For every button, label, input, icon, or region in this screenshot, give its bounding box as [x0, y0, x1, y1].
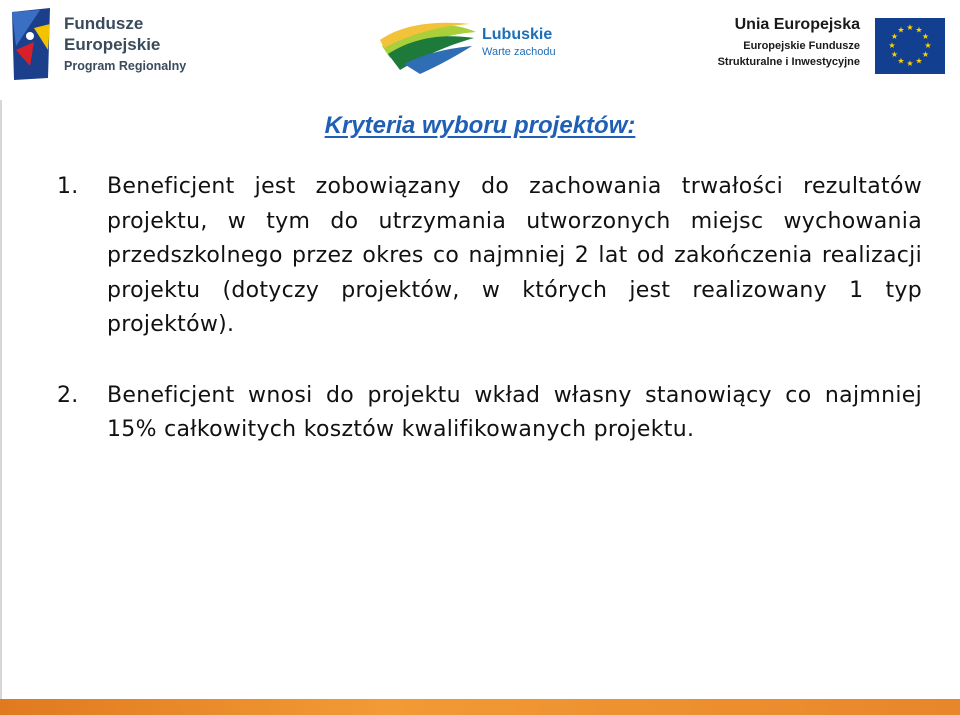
svg-text:★: ★	[915, 25, 923, 35]
bottom-accent-bar	[0, 699, 960, 715]
svg-text:★: ★	[924, 41, 932, 50]
criteria-item-1	[57, 170, 922, 343]
criteria-item-number: 1.	[57, 174, 79, 199]
svg-text:★: ★	[921, 32, 930, 41]
lubuskie-wave-icon	[380, 12, 480, 76]
logo-ue-line3: Strukturalne i Inwestycyjne	[717, 56, 860, 68]
fundusze-europejskie-logo	[10, 4, 210, 84]
logo-lubuskie-name: Lubuskie	[482, 26, 553, 43]
criteria-item-number: 2.	[57, 382, 79, 408]
svg-text:★: ★	[890, 32, 899, 41]
logo-fe-line2: Europejskie	[64, 35, 161, 54]
svg-text:★: ★	[915, 56, 923, 66]
svg-text:★: ★	[921, 50, 930, 59]
svg-text:★: ★	[890, 50, 899, 59]
logo-lubuskie-slogan: Warte zachodu	[482, 46, 556, 58]
slide-left-border	[0, 100, 2, 700]
svg-text:★: ★	[897, 25, 905, 35]
svg-text:★: ★	[906, 23, 914, 32]
criteria-item-text: Beneficjent wnosi do projektu wkład własny stanowiący co najmniej 15% całkowitych kosztów kwalifikowanych projektu.	[107, 382, 922, 442]
unia-europejska-logo	[717, 14, 945, 78]
logo-ue-line1: Unia Europejska	[734, 16, 860, 33]
svg-text:★: ★	[897, 56, 905, 66]
svg-text:★: ★	[888, 41, 896, 50]
logo-ue-line2: Europejskie Fundusze	[743, 40, 860, 52]
criteria-item-text: Beneficjent jest zobowiązany do zachowania trwałości rezultatów projektu, w tym do utrzymania utworzonych miejsc wychowania przedszkolnego przez okres co najmniej 2 lat od zakończenia realizacji projektu (dotyczy projektów, w których jest realizowany 1 typ projektów).	[107, 174, 922, 337]
fe-flag-icon	[10, 6, 56, 82]
slide-title: Kryteria wyboru projektów:	[324, 112, 636, 139]
logo-fe-line1: Fundusze	[64, 14, 144, 33]
svg-text:★: ★	[906, 59, 914, 68]
eu-flag-icon	[875, 18, 945, 74]
criteria-list	[57, 170, 922, 448]
header-logos	[0, 0, 960, 100]
criteria-item-2	[57, 379, 922, 448]
logo-fe-line3: Program Regionalny	[64, 59, 187, 73]
lubuskie-logo	[380, 12, 580, 82]
